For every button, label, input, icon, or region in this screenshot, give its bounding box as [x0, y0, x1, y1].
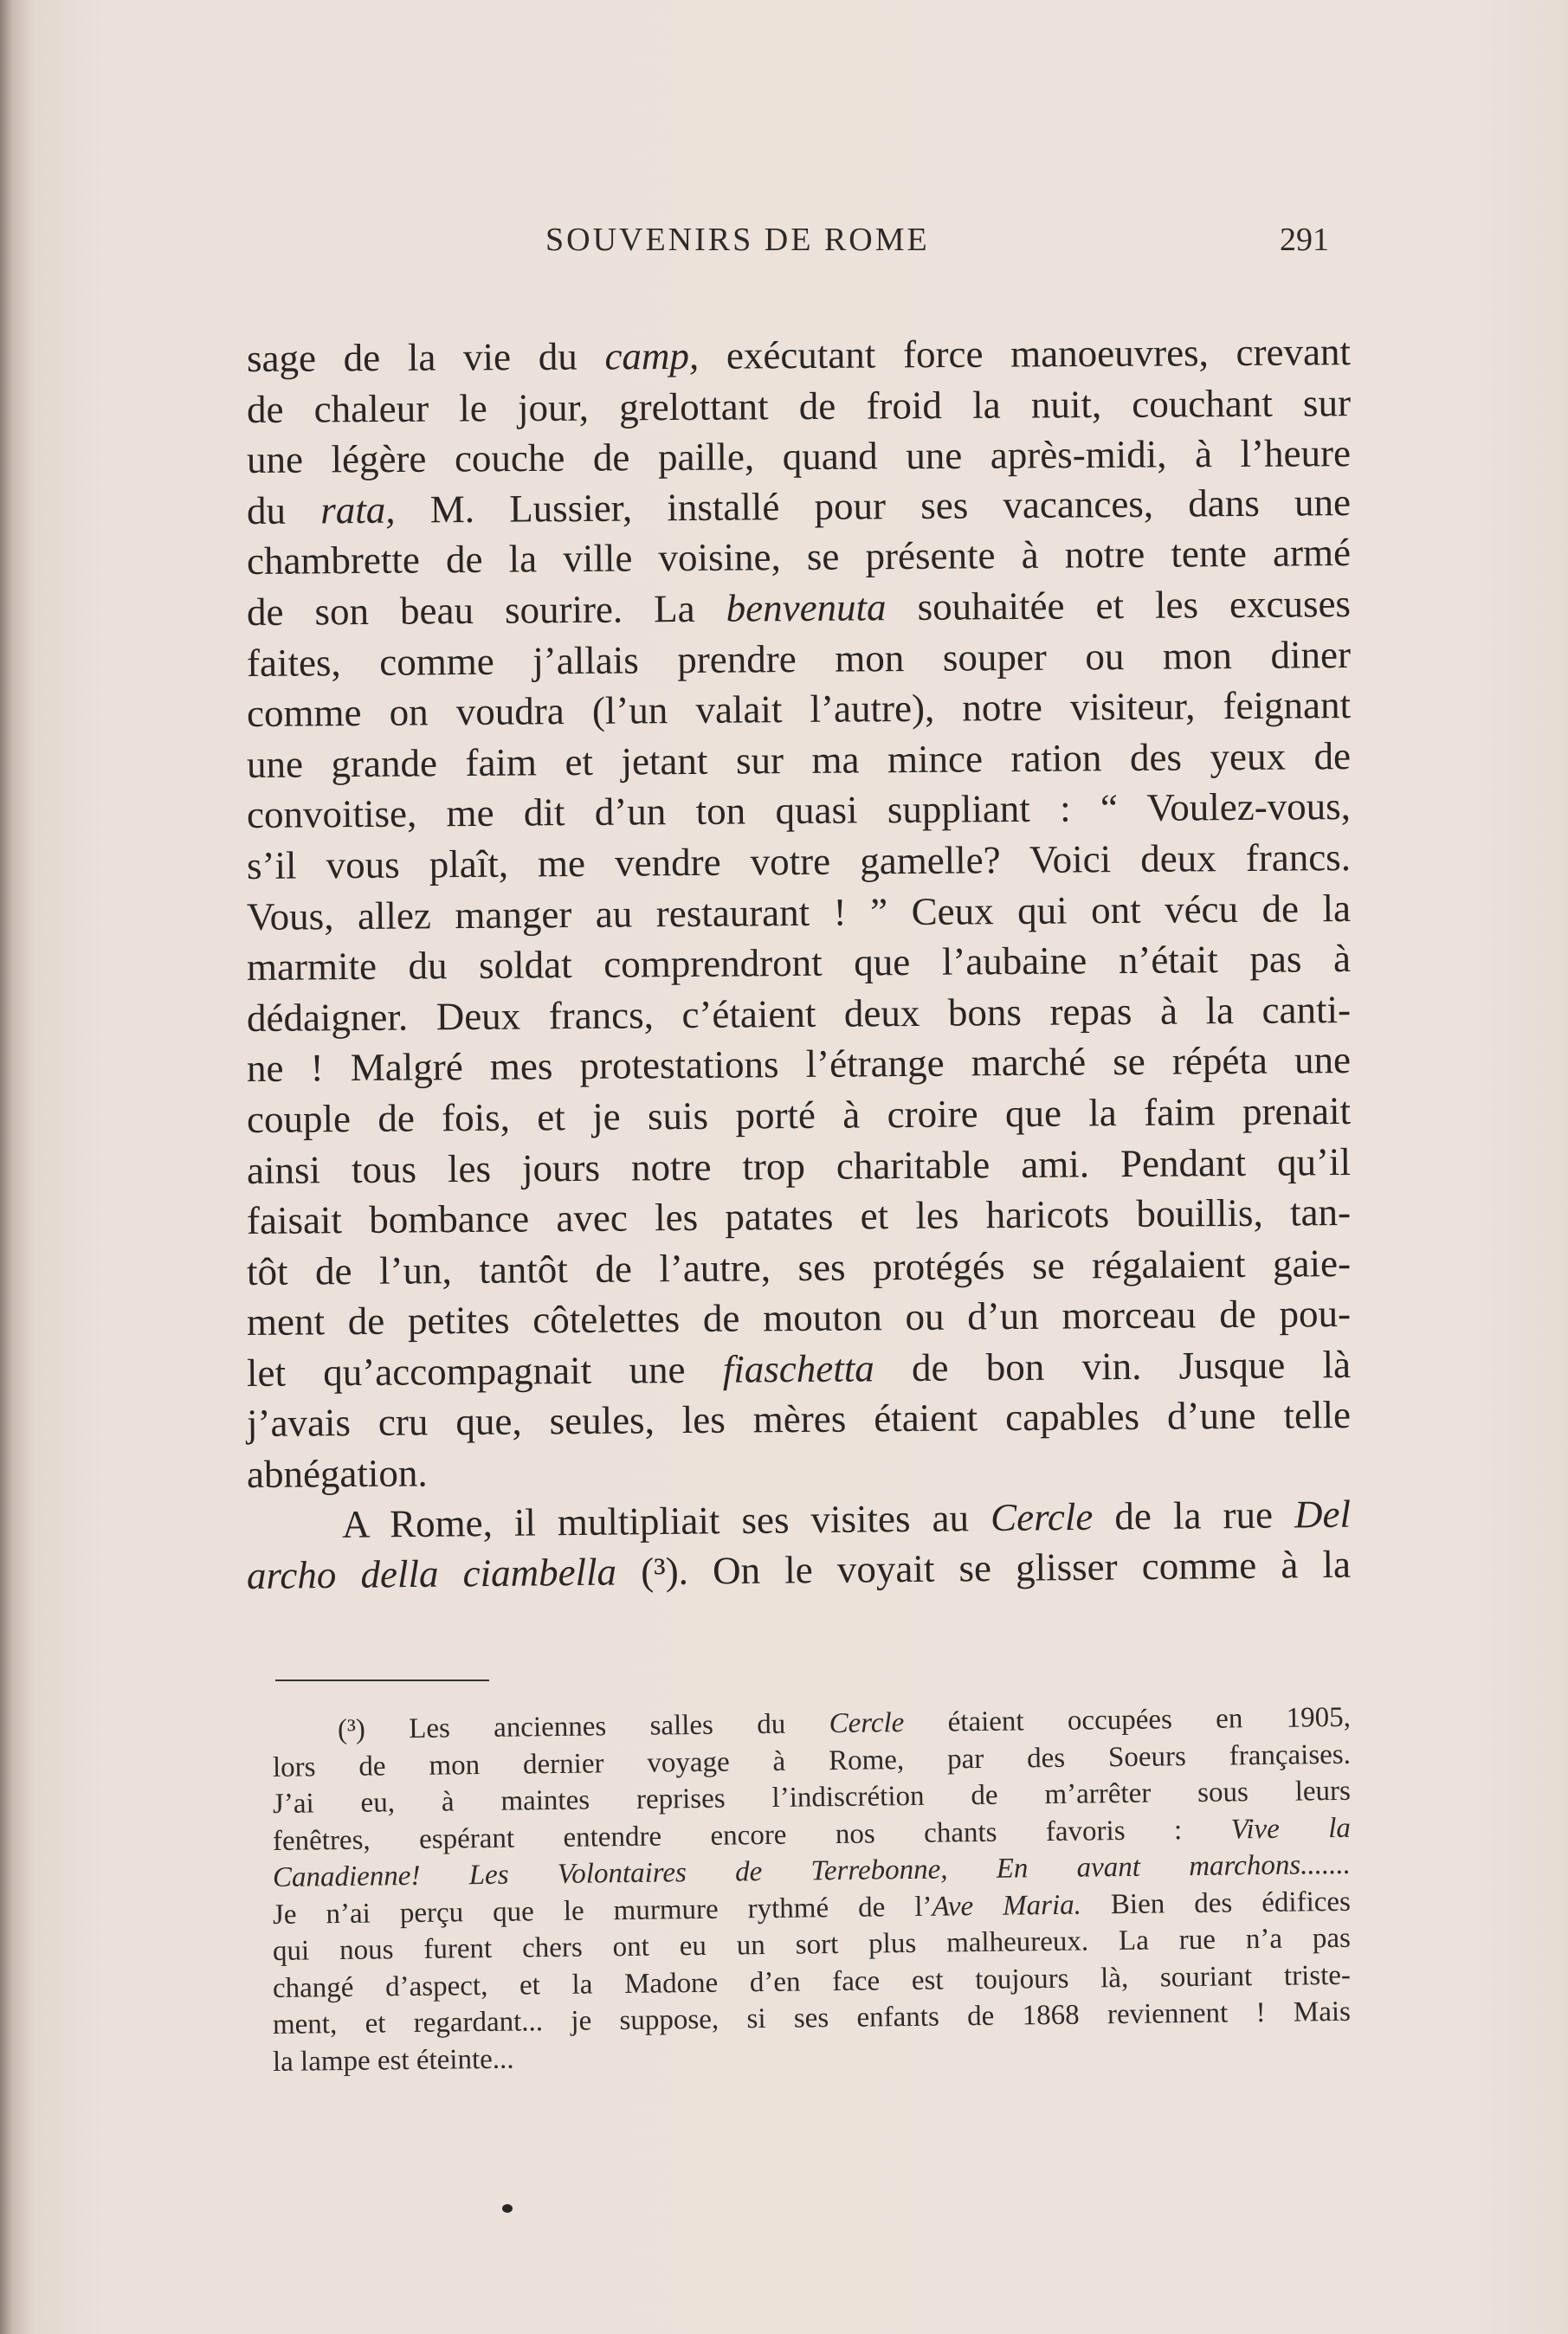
text-line: de chaleur le jour, grelottant de froid la nuit, couchant sur: [246, 380, 1352, 431]
footnote-line: ment, et regardant... je suppose, si ses enfants de 1868 reviennent ! Mais: [272, 1996, 1352, 2041]
footnote-line: J’ai eu, à maintes reprises l’indiscrétion de m’arrêter sous leurs: [272, 1775, 1352, 1820]
text-line: convoitise, me dit d’un ton quasi suppliant : “ Voulez-vous,: [246, 784, 1352, 837]
text-line: ainsi tous les jours notre trop charitable ami. Pendant qu’il: [246, 1139, 1352, 1192]
text-line: du rata, M. Lussier, installé pour ses vacances, dans une: [246, 480, 1352, 532]
text-line: une grande faim et jetant sur ma mince ration des yeux de: [246, 733, 1352, 786]
text-line: couple de fois, et je suis porté à croire que la faim prenait: [246, 1088, 1352, 1141]
page-number: 291: [1280, 222, 1329, 258]
text-line: A Rome, il multipliait ses visites au Cercle de la rue Del: [341, 1492, 1352, 1546]
page-header: [0, 221, 1568, 264]
text-line: archo della ciambella (³). On le voyait se glisser comme à la: [246, 1542, 1352, 1598]
text-line: ment de petites côtelettes de mouton ou d’un morceau de pou-: [246, 1292, 1352, 1344]
text-line: faisait bombance avec les patates et les haricots bouillis, tan-: [246, 1190, 1352, 1243]
text-line: une légère couche de paille, quand une après-midi, à l’heure: [246, 431, 1352, 482]
text-line: ne ! Malgré mes protestations l’étrange marché se répéta une: [246, 1038, 1352, 1091]
text-line: tôt de l’un, tantôt de l’autre, ses protégés se régalaient gaie-: [246, 1241, 1352, 1293]
footnote-line: lors de mon dernier voyage à Rome, par des Soeurs françaises.: [272, 1738, 1352, 1783]
text-line: Vous, allez manger au restaurant ! ” Ceux qui ont vécu de la: [246, 886, 1352, 938]
text-line: let qu’accompagnait une fiaschetta de bon vin. Jusque là: [246, 1342, 1352, 1395]
text-line: abnégation.: [246, 1451, 428, 1497]
footnote-line: Canadienne! Les Volontaires de Terrebonne, En avant marchons.......: [272, 1848, 1352, 1893]
body-text: [246, 330, 1352, 1602]
footnote-line: (³) Les anciennes salles du Cercle étaient occupées en 1905,: [337, 1701, 1352, 1746]
text-line: chambrette de la ville voisine, se présente à notre tente armé: [246, 531, 1352, 584]
footnote-line: changé d’aspect, et la Madone d’en face est toujours là, souriant triste-: [272, 1959, 1352, 2004]
text-line: sage de la vie du camp, exécutant force manoeuvres, crevant: [246, 330, 1352, 380]
text-line: de son beau sourire. La benvenuta souhaitée et les excuses: [246, 581, 1352, 634]
footnote-line: qui nous furent chers ont eu un sort plus malheureux. La rue n’a pas: [272, 1922, 1352, 1967]
footnote-line: fenêtres, espérant entendre encore nos chants favoris : Vive la: [272, 1812, 1352, 1857]
footnote-divider: [275, 1680, 489, 1681]
text-line: marmite du soldat comprendront que l’aubaine n’était pas à: [246, 937, 1352, 990]
footnote-line: la lampe est éteinte...: [272, 2043, 514, 2078]
text-line: s’il vous plaît, me vendre votre gamelle? Voici deux francs.: [246, 835, 1352, 887]
text-line: faites, comme j’allais prendre mon souper ou mon diner: [246, 632, 1352, 685]
text-line: j’avais cru que, seules, les mères étaient capables d’une telle: [246, 1393, 1352, 1446]
running-title: SOUVENIRS DE ROME: [545, 222, 930, 258]
text-line: comme on voudra (l’un valait l’autre), notre visiteur, feignant: [246, 683, 1352, 736]
ink-blot: [502, 2204, 513, 2213]
footnote-line: Je n’ai perçu que le murmure rythmé de l’Ave Maria. Bien des édifices: [272, 1886, 1352, 1931]
footnote: [272, 1701, 1352, 2080]
text-line: dédaigner. Deux francs, c’étaient deux bons repas à la canti-: [246, 987, 1352, 1040]
